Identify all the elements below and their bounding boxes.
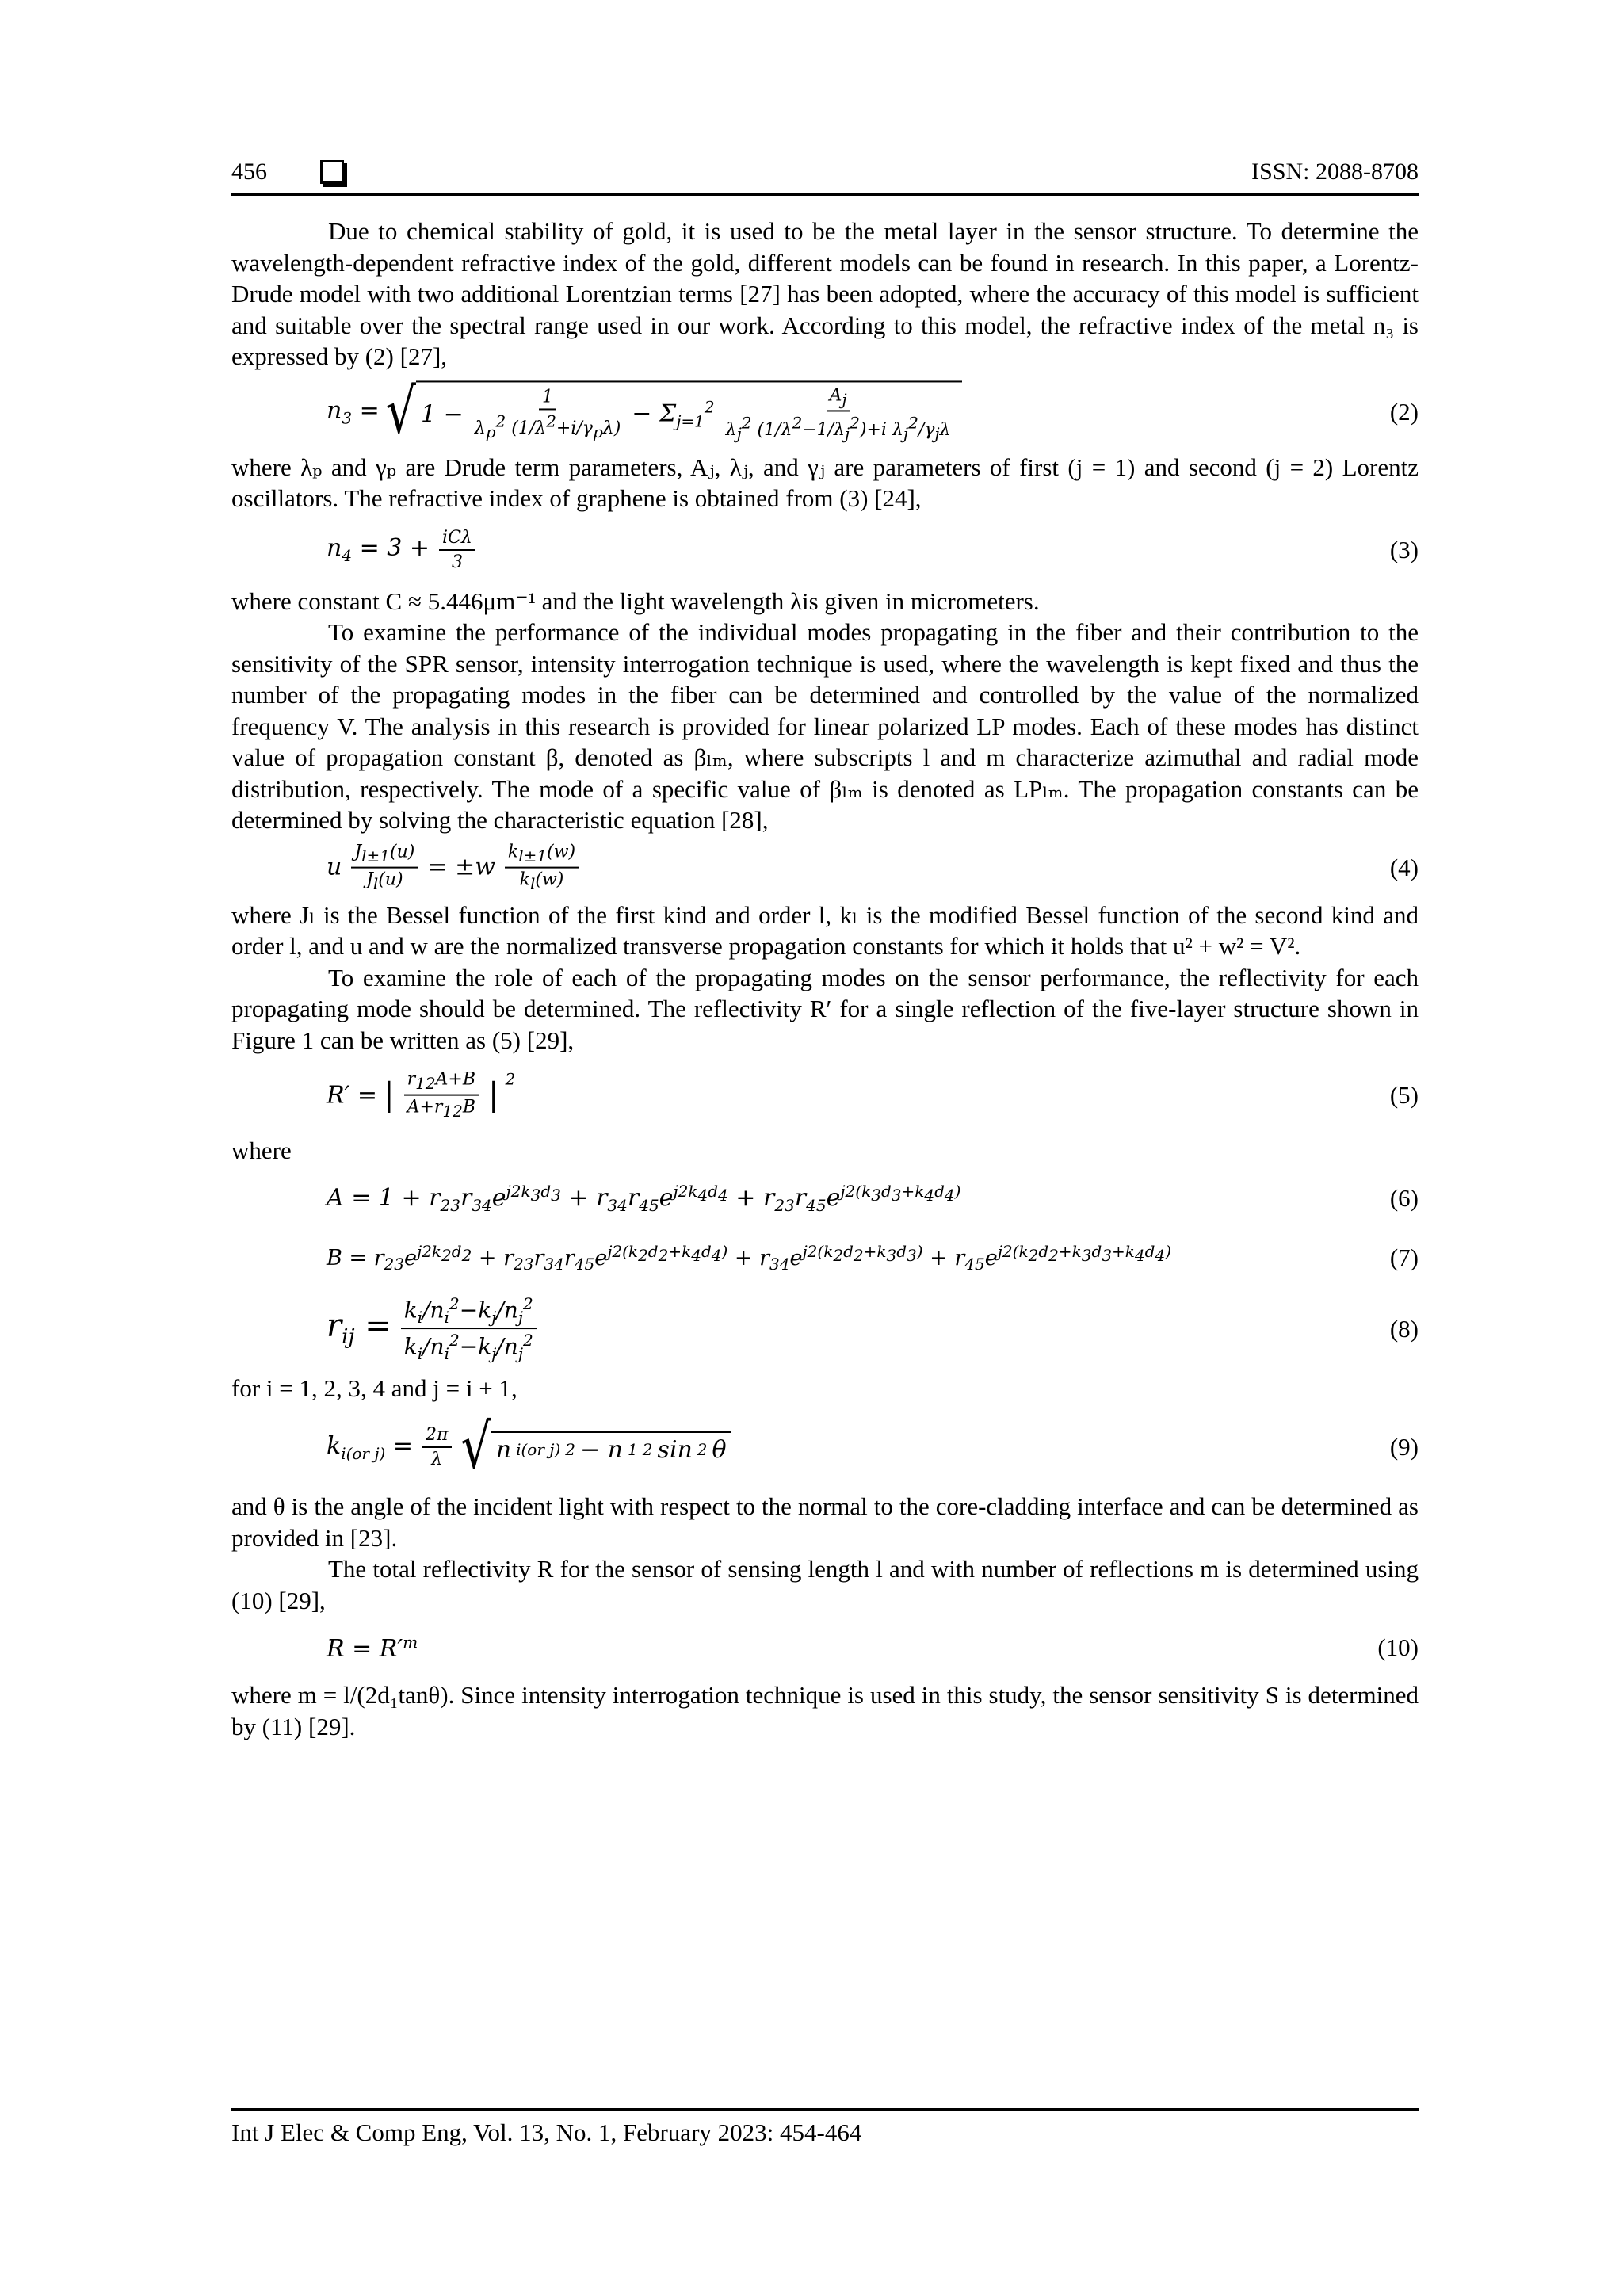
- paragraph-constant-c: where constant C ≈ 5.446μm⁻¹ and the light wavelength λis given in micrometers.: [231, 586, 1040, 615]
- equation-2: $n_3$ = √ 1 − $\frac{1}{\lambda_p^2 (1/\lambda^2+i/\gamma_p\lambda)}$ − $\Sigma_{j=1}^2$ $\frac{A_j}{\lambda_j^2 (1/\lambda^2-1/\lambda_j^2)+i \lambda_j^2/\gamma_j\lambda}$ (2): [327, 375, 1419, 448]
- equation-5-number: (5): [1389, 1081, 1419, 1109]
- paragraph-intensity-interrogation: To examine the performance of the individual modes propagating in the fiber and their contribution to the sensitivity of the SPR sensor, intensity interrogation technique is used, where the wavelength is kept fixed and thus the number of the propagating modes in the fiber can be determined and controlled by the value of the normalized frequency V. The analysis in this research is provided for linear polarized LP modes. Each of these modes has distinct value of propagation constant β, denoted as βₗₘ, where subscripts l and m characterize azimuthal and radial mode distribution, respectively. The mode of a specific value of βₗₘ is denoted as LPₗₘ. The propagation constants can be determined by solving the characteristic equation [28],: [231, 618, 1419, 834]
- equation-9: $k_{i(or j)}$ = $\frac{2\pi}{\lambda}$ √ n i(or j) 2 − n 1 2 sin 2 θ (9): [327, 1411, 1419, 1484]
- paragraph-angle: and θ is the angle of the incident light with respect to the normal to the core-cladding interface and can be determined as provided in [23].: [231, 1492, 1419, 1552]
- paragraph-bessel: where Jₗ is the Bessel function of the first kind and order l, kₗ is the modified Bessel function of the second kind and order l, and u and w are the normalized transverse propagation constants for which it holds that u² + w² = V².: [231, 900, 1419, 960]
- equation-6: $A = 1 + r_{23}r_{34}e^{j2k_3d_3} + r_{34}r_{45}e^{j2k_4d_4} + r_{23}r_{45}e^{j2(k_3d_3+k_4d_4)}$ (6): [327, 1181, 1419, 1215]
- equation-3-number: (3): [1389, 535, 1419, 563]
- equation-6-number: (6): [1389, 1183, 1419, 1212]
- page-body: [231, 216, 1419, 1742]
- paragraph-total-reflectivity: The total reflectivity R for the sensor of sensing length l and with number of reflections m is determined using (10) [29],: [231, 1555, 1419, 1614]
- equation-4: u $\frac{J_{l\pm 1}(u)}{J_l(u)}$ = ±w $\frac{k_{l\pm 1}(w)}{k_l(w)}$ (4): [327, 842, 1419, 893]
- equation-8: $r_{ij}$ = $\frac{k_i/n_i^2-k_j/n_j^2}{k_i/n_i^2-k_j/n_j^2}$ (8): [327, 1293, 1419, 1364]
- paragraph-drude-params: where λₚ and γₚ are Drude term parameters, Aⱼ, λⱼ, and γⱼ are parameters of first (j = 1) and second (j = 2) Lorentz oscillators. The refractive index of graphene is obtained from (3) [24],: [231, 453, 1419, 512]
- equation-5: R′ = | $\frac{r_{12}A+B}{A+r_{12}B}$ | $^2$ (5): [327, 1069, 1419, 1121]
- paragraph-index-range: for i = 1, 2, 3, 4 and j = i + 1,: [231, 1373, 517, 1402]
- equation-7: $B = r_{23}e^{j2k_2d_2} + r_{23}r_{34}r_{45}e^{j2(k_2d_2+k_4d_4)} + r_{34}e^{j2(k_2d_2+k_3d_3)} + r_{45}e^{j2(k_2d_2+k_3d_3+k_4d_4)}$ (7): [327, 1241, 1419, 1274]
- paragraph-gold-model: Due to chemical stability of gold, it is used to be the metal layer in the sensor structure. To determine the wavelength-dependent refractive index of the gold, different models can be found in research. In this paper, a Lorentz-Drude model with two additional Lorentzian terms [27] has been adopted, where the accuracy of this model is sufficient and suitable over the spectral range used in our work. According to this model, the refractive index of the metal n₃ is expressed by (2) [27],: [231, 217, 1419, 370]
- equation-7-number: (7): [1389, 1243, 1419, 1271]
- paragraph-reflectivity: To examine the role of each of the propagating modes on the sensor performance, the reflectivity for each propagating mode should be determined. The reflectivity R′ for a single reflection of the five-layer structure shown in Figure 1 can be written as (5) [29],: [231, 963, 1419, 1054]
- equation-10-number: (10): [1377, 1633, 1419, 1661]
- page-number: 456: [231, 159, 267, 185]
- equation-4-number: (4): [1389, 853, 1419, 881]
- page-footer: Int J Elec & Comp Eng, Vol. 13, No. 1, February 2023: 454-464: [231, 2108, 1419, 2147]
- equation-10: $R = R'^m$ (10): [327, 1633, 1419, 1663]
- where-label: where: [231, 1137, 292, 1164]
- square-bullet-icon: [320, 160, 344, 184]
- paragraph-sensitivity: where m = l/(2d₁tanθ). Since intensity interrogation technique is used in this study, the sensor sensitivity S is determined by (11) [29].: [231, 1681, 1419, 1740]
- equation-3: $n_4 = 3$ + $\frac{\text{iCλ}}{3}$ (3): [327, 527, 1419, 572]
- equation-8-number: (8): [1389, 1314, 1419, 1343]
- page-header: [231, 152, 1419, 196]
- equation-9-number: (9): [1389, 1433, 1419, 1461]
- issn-label: ISSN: 2088-8708: [1251, 159, 1419, 185]
- equation-2-number: (2): [1389, 397, 1419, 426]
